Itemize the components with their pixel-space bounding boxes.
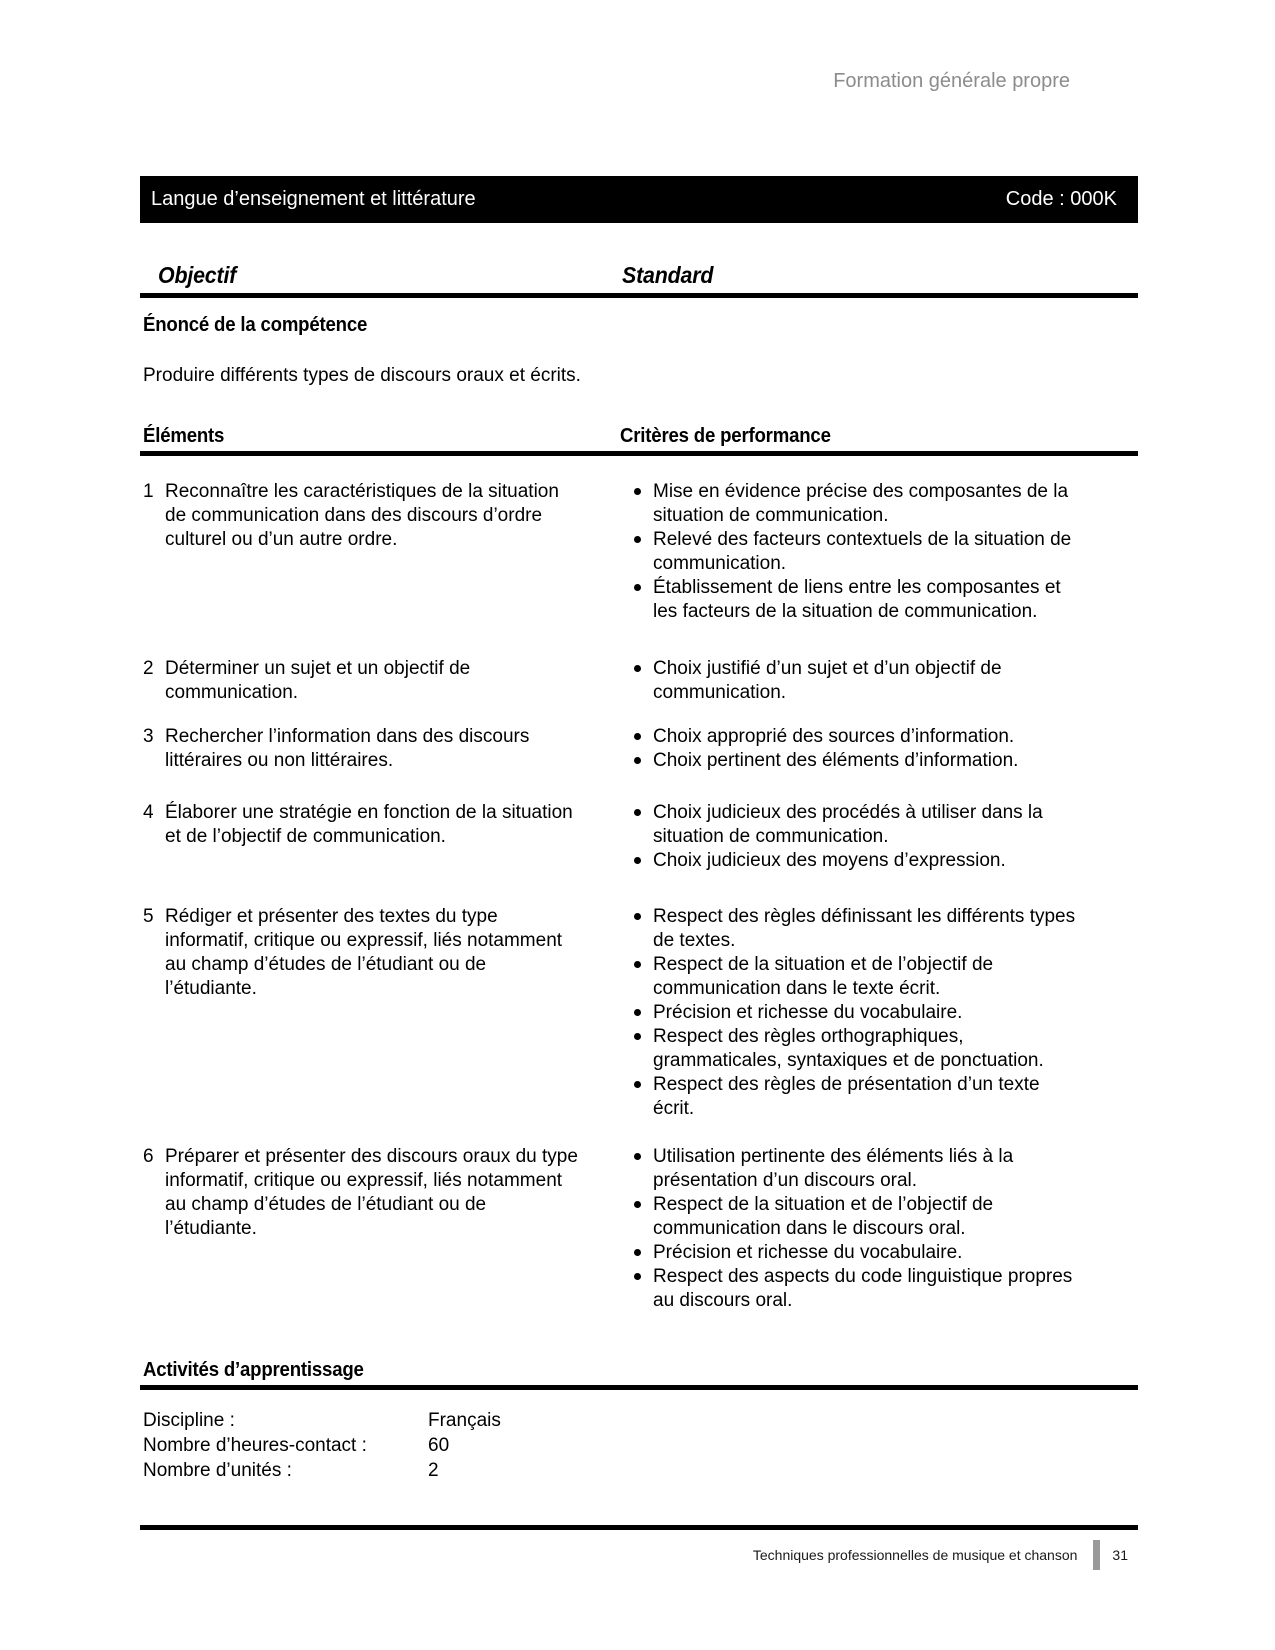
objectif-heading: Objectif	[158, 262, 237, 288]
element-number: 6	[143, 1146, 154, 1167]
table-row	[140, 725, 1138, 801]
page-footer	[140, 1525, 1138, 1570]
elements-header: Éléments	[143, 425, 225, 447]
element-number: 3	[143, 726, 154, 747]
criterion: Respect de la situation et de l’objectif de communication dans le texte écrit.	[618, 953, 1079, 1001]
activities-heading-text: Activités d’apprentissage	[143, 1359, 364, 1381]
criterion: Choix approprié des sources d’information.	[618, 725, 1079, 749]
divider-rule	[140, 1385, 1138, 1390]
competence-heading-text: Énoncé de la compétence	[143, 314, 368, 336]
element-text: Reconnaître les caractéristiques de la situation de communication dans des discours d’ordre culturel ou d’un autre ordre.	[165, 481, 559, 550]
element-text: Déterminer un sujet et un objectif de communication.	[165, 658, 471, 703]
criteria-header: Critères de performance	[620, 425, 831, 447]
criterion: Respect des aspects du code linguistique propres au discours oral.	[618, 1265, 1079, 1313]
elements-criteria-table	[140, 456, 1138, 1320]
criteria-cell	[618, 480, 1138, 624]
criteria-list	[618, 905, 1079, 1121]
criterion: Précision et richesse du vocabulaire.	[618, 1241, 1079, 1265]
activity-field	[143, 1433, 1138, 1458]
table-row	[140, 657, 1138, 725]
divider-rule	[140, 293, 1138, 298]
criteria-cell	[618, 1145, 1138, 1313]
field-label: Nombre d’heures-contact :	[143, 1435, 367, 1456]
criterion: Relevé des facteurs contextuels de la situation de communication.	[618, 528, 1079, 576]
element-text: Élaborer une stratégie en fonction de la situation et de l’objectif de communication.	[165, 802, 573, 847]
footer-program-title: Techniques professionnelles de musique et chanson	[752, 1547, 1078, 1563]
section-label: Formation générale propre	[833, 70, 1070, 92]
field-value: Français	[428, 1410, 501, 1431]
element-text: Rechercher l’information dans des discours littéraires ou non littéraires.	[165, 726, 530, 771]
criteria-cell	[618, 801, 1138, 873]
criteria-list	[618, 480, 1079, 624]
footer-row	[140, 1540, 1138, 1570]
field-value: 60	[428, 1435, 450, 1456]
criterion: Choix justifié d’un sujet et d’un objectif de communication.	[618, 657, 1079, 705]
criterion: Respect de la situation et de l’objectif de communication dans le discours oral.	[618, 1193, 1079, 1241]
element-cell	[140, 905, 618, 1001]
field-label: Nombre d’unités :	[143, 1460, 292, 1481]
criteria-header-cell	[618, 424, 1138, 448]
course-code: Code : 000K	[1005, 188, 1117, 210]
element-number: 1	[143, 481, 154, 502]
table-header-row	[140, 424, 1138, 448]
activities-heading	[140, 1358, 1138, 1382]
element-text: Rédiger et présenter des textes du type informatif, critique ou expressif, liés notamment au champ d’études de l’étudiant ou de l’étudiante.	[165, 906, 563, 999]
table-row	[140, 801, 1138, 905]
title-bar	[140, 176, 1138, 223]
criterion: Choix judicieux des procédés à utiliser dans la situation de communication.	[618, 801, 1079, 849]
field-label: Discipline :	[143, 1410, 235, 1431]
criteria-cell	[618, 905, 1138, 1121]
element-text: Préparer et présenter des discours oraux du type informatif, critique ou expressif, liés notamment au champ d’études de l’étudiant ou de l’étudiante.	[165, 1146, 578, 1239]
criteria-list	[618, 801, 1079, 873]
footer-separator-bar	[1093, 1540, 1100, 1570]
footer-rule	[140, 1525, 1138, 1530]
criterion: Respect des règles définissant les différents types de textes.	[618, 905, 1079, 953]
criterion: Utilisation pertinente des éléments liés à la présentation d’un discours oral.	[618, 1145, 1079, 1193]
element-number: 4	[143, 802, 154, 823]
criterion: Choix pertinent des éléments d’information.	[618, 749, 1079, 773]
element-number: 5	[143, 906, 154, 927]
competence-heading	[140, 313, 1138, 337]
element-cell	[140, 657, 618, 705]
element-cell	[140, 801, 618, 849]
element-cell	[140, 480, 618, 552]
competence-statement: Produire différents types de discours oraux et écrits.	[143, 365, 581, 386]
table-row	[140, 1145, 1138, 1320]
criteria-list	[618, 657, 1079, 705]
criterion: Établissement de liens entre les composantes et les facteurs de la situation de communication.	[618, 576, 1079, 624]
page-content	[140, 70, 1138, 1483]
table-row	[140, 905, 1138, 1145]
criterion: Respect des règles de présentation d’un texte écrit.	[618, 1073, 1079, 1121]
standard-column-header	[618, 262, 1138, 290]
criterion: Choix judicieux des moyens d’expression.	[618, 849, 1079, 873]
activities-fields	[140, 1408, 1138, 1483]
page-number: 31	[1112, 1547, 1128, 1563]
criterion: Respect des règles orthographiques, grammaticales, syntaxiques et de ponctuation.	[618, 1025, 1079, 1073]
field-value: 2	[428, 1460, 439, 1481]
element-cell	[140, 725, 618, 773]
criterion: Précision et richesse du vocabulaire.	[618, 1001, 1079, 1025]
elements-header-cell	[140, 424, 618, 448]
objectif-standard-row	[140, 262, 1138, 290]
criteria-cell	[618, 725, 1138, 773]
objectif-column-header	[140, 262, 618, 290]
course-title: Langue d’enseignement et littérature	[151, 188, 476, 210]
criteria-list	[618, 1145, 1079, 1313]
criterion: Mise en évidence précise des composantes de la situation de communication.	[618, 480, 1079, 528]
table-row	[140, 480, 1138, 657]
element-cell	[140, 1145, 618, 1241]
criteria-cell	[618, 657, 1138, 705]
standard-heading: Standard	[622, 262, 714, 288]
element-number: 2	[143, 658, 154, 679]
activity-field	[143, 1458, 1138, 1483]
activity-field	[143, 1408, 1138, 1433]
criteria-list	[618, 725, 1079, 773]
